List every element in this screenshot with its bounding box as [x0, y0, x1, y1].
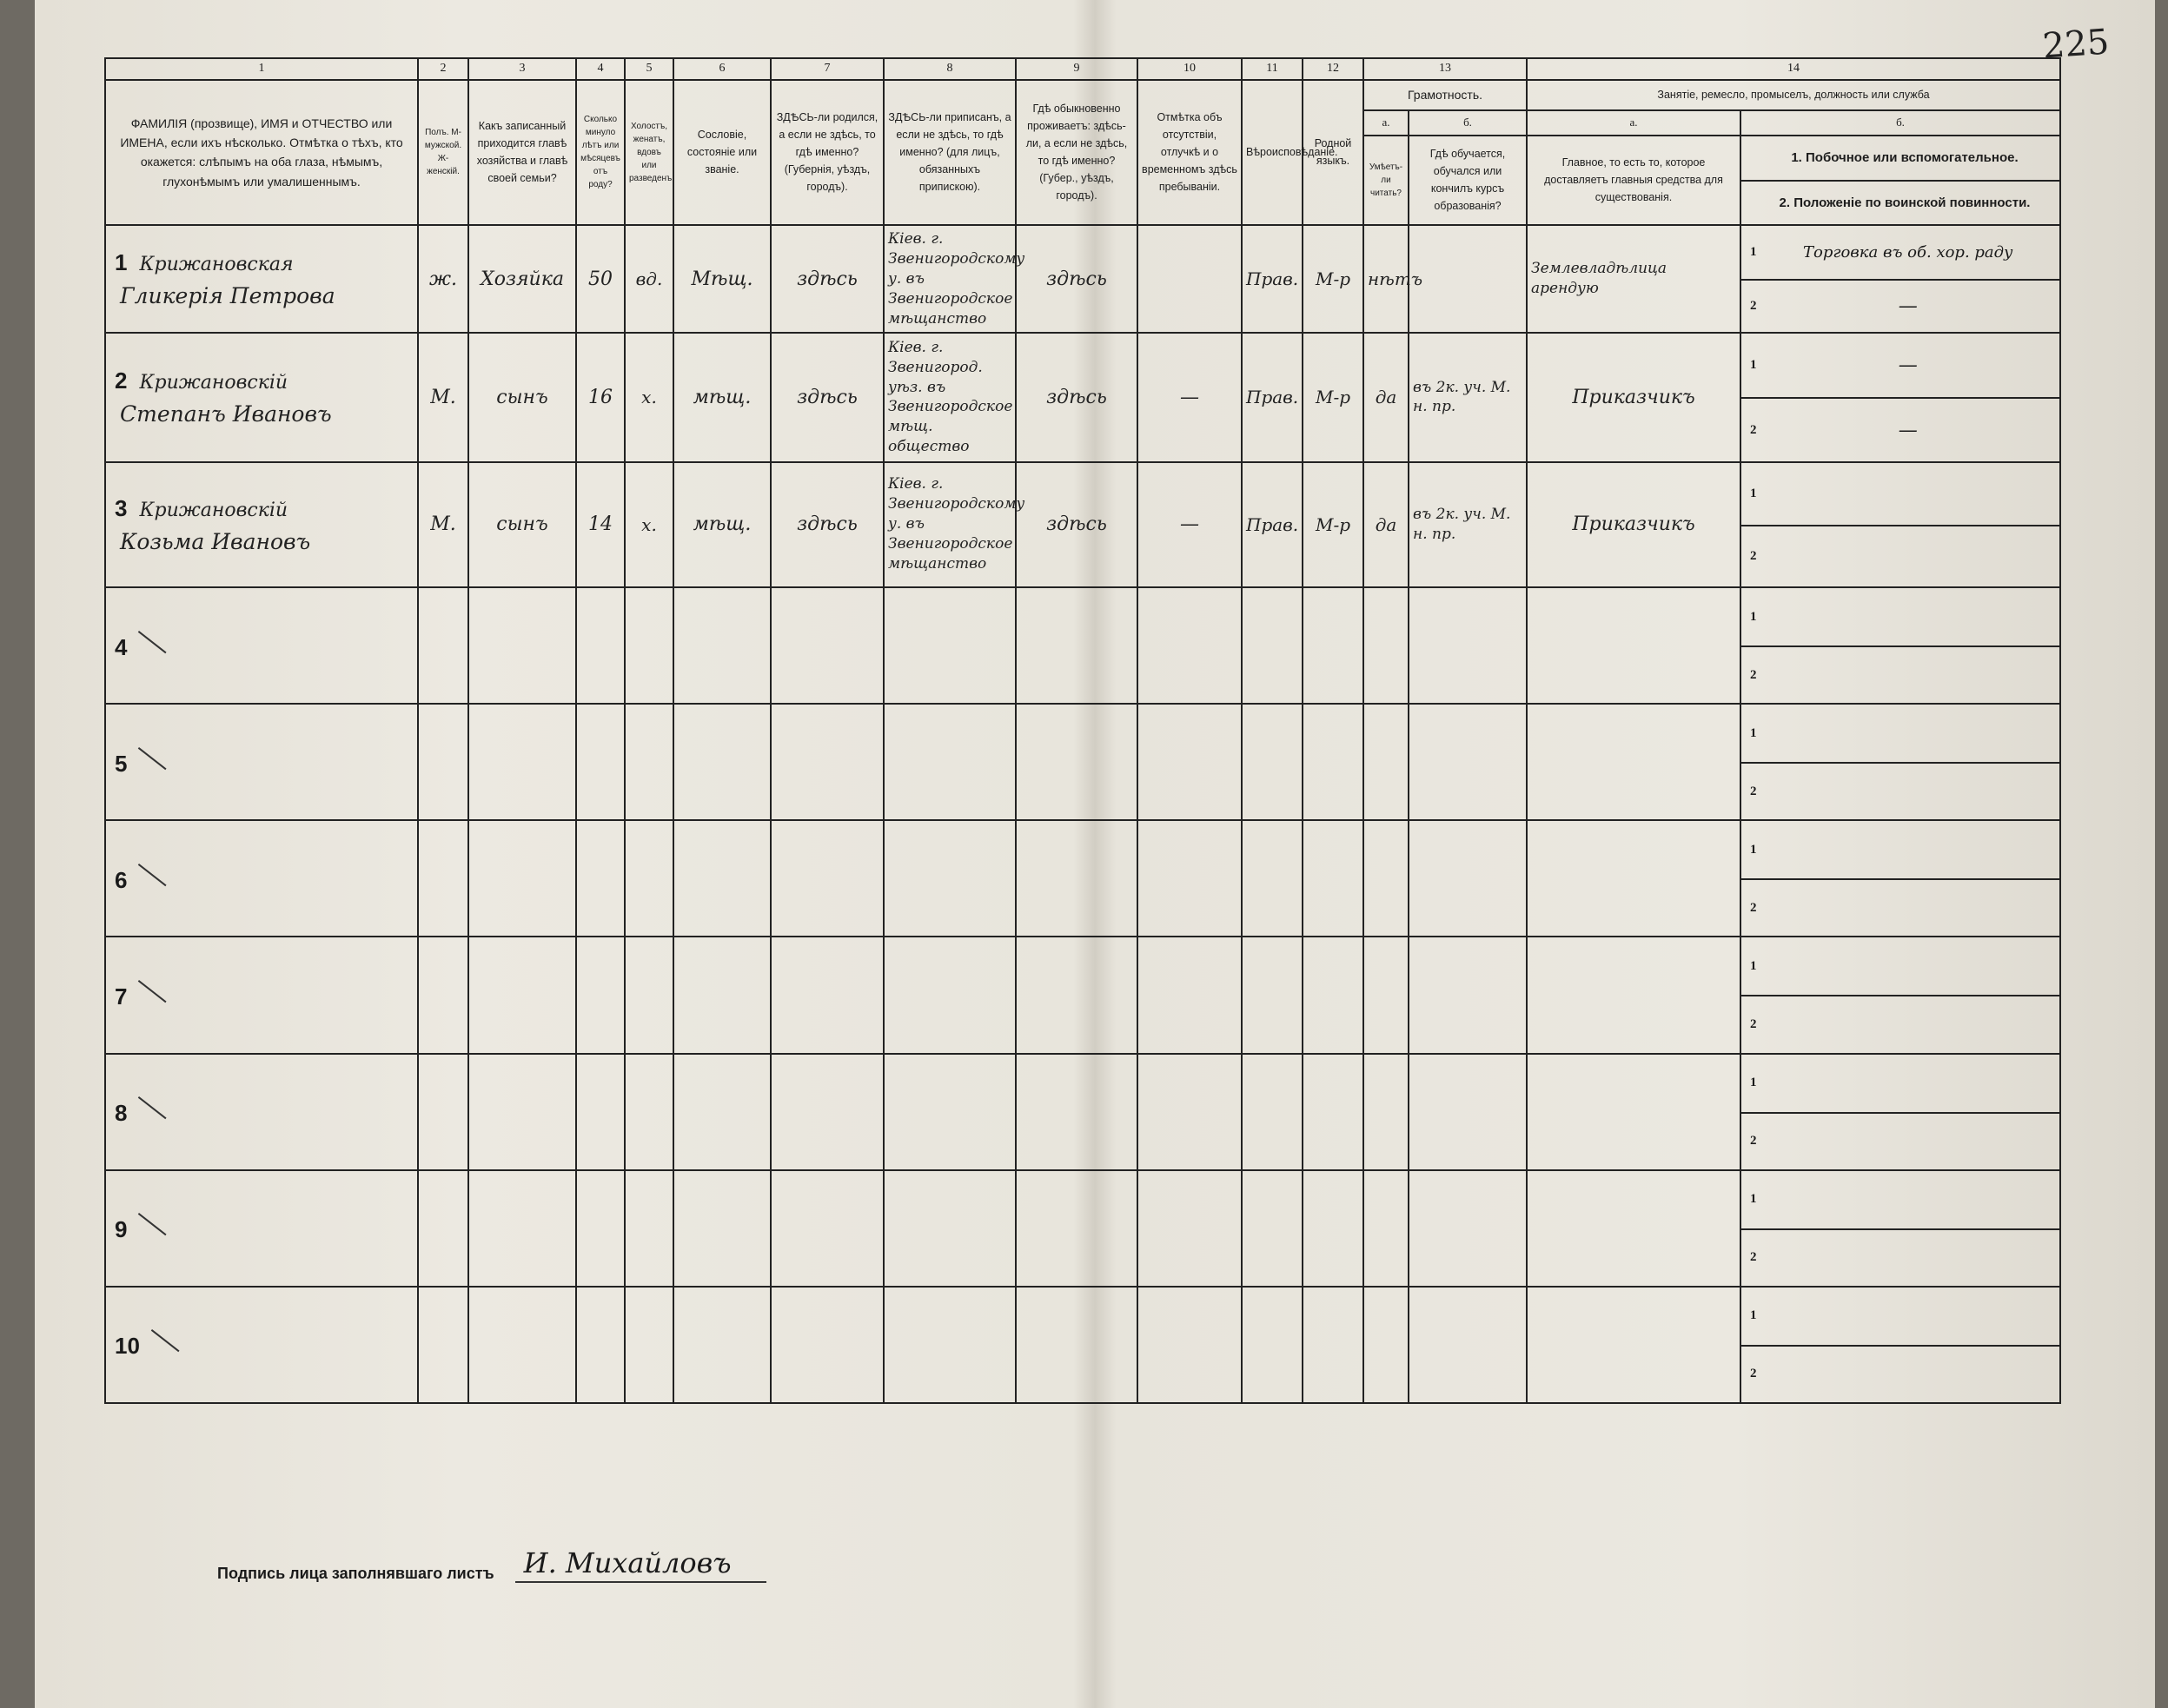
strike-mark — [139, 1096, 167, 1121]
occupation-b — [1740, 937, 2060, 1053]
given-name: Козьма Ивановъ — [120, 528, 311, 554]
col-number: 2 — [418, 58, 468, 80]
side-occupation-line — [1741, 334, 2059, 397]
occupation-b — [1740, 462, 2060, 587]
strike-mark — [152, 1329, 180, 1354]
sub-label: 1 — [1750, 842, 1757, 857]
table-row-empty — [105, 820, 2060, 937]
main-occupation: Землевладѣлица арендую — [1531, 260, 1667, 298]
census-table — [104, 57, 2061, 1404]
religion: Прав. — [1246, 268, 1299, 290]
age: 16 — [588, 386, 613, 408]
sub-label: 1 — [1750, 486, 1757, 500]
sub-label: 2 — [1741, 762, 2059, 819]
person-number: 8 — [115, 1100, 128, 1127]
language: М-р — [1315, 513, 1351, 535]
header-resides: Гдѣ обыкновенно проживаетъ: здѣсь-ли, а если не здѣсь, то гдѣ именно? (Губер., уѣздъ, городъ). — [1016, 80, 1137, 225]
header-relation: Какъ записанный приходится главѣ хозяйства и главѣ своей семьи? — [468, 80, 576, 225]
military-status: — — [1898, 295, 1918, 318]
header-side-occupation: 1. Побочное или вспомогательное. — [1791, 149, 2019, 165]
occupation-b — [1740, 820, 2060, 937]
signature-value: И. Михайловъ — [515, 1546, 766, 1583]
estate: мѣщ. — [693, 513, 752, 536]
col-number: 8 — [884, 58, 1016, 80]
person-number: 4 — [115, 633, 128, 660]
estate: Мѣщ. — [691, 268, 753, 290]
header-main-occupation: Главное, то есть то, которое доставляетъ главныя средства для существованія. — [1527, 136, 1740, 225]
header-language: Родной языкъ. — [1303, 80, 1363, 225]
sex: М. — [430, 386, 456, 408]
birthplace: здѣсь — [797, 386, 858, 408]
relation: сынъ — [496, 513, 548, 536]
main-occupation: Приказчикъ — [1572, 513, 1695, 536]
sub-label: 1 — [1750, 1308, 1757, 1323]
person-number: 3 — [115, 494, 128, 521]
education: въ 2к. уч. М. н. пр. — [1413, 505, 1511, 543]
absence: — — [1180, 386, 1199, 408]
person-number: 6 — [115, 866, 128, 893]
sex: ж. — [428, 268, 457, 290]
table-row — [105, 462, 2060, 587]
strike-mark — [139, 864, 167, 888]
residence: здѣсь — [1046, 386, 1107, 408]
table-row-empty — [105, 587, 2060, 704]
marital-status: х. — [641, 387, 657, 408]
header-occupation-b — [1740, 136, 2060, 225]
side-occupation: — — [1898, 354, 1918, 377]
registration: Кіев. г. Звенигород. уѣз. въ Звенигородское мѣщ. общество — [888, 338, 1013, 456]
can-read: да — [1375, 387, 1397, 408]
sub-label: 2 — [1750, 422, 1757, 437]
sub-label: 1 — [1750, 358, 1757, 373]
table-row-empty — [105, 1054, 2060, 1170]
occupation-b — [1740, 587, 2060, 704]
registration: Кіев. г. Звенигородскому у. въ Звенигородское мѣщанство — [888, 229, 1025, 328]
header-absence: Отмѣтка объ отсутствіи, отлучкѣ и о временномъ здѣсь пребываніи. — [1137, 80, 1242, 225]
col-number: 11 — [1242, 58, 1303, 80]
occupation-b — [1740, 1170, 2060, 1287]
strike-mark — [139, 631, 167, 655]
sub-label: 2 — [1741, 995, 2059, 1052]
side-occupation: Торговка въ об. хор. раду — [1803, 243, 2013, 261]
sub-label: 2 — [1741, 1112, 2059, 1169]
sub-label: 2 — [1741, 1228, 2059, 1286]
surname: Крижановская — [139, 254, 294, 276]
col-number: 3 — [468, 58, 576, 80]
name-cell — [105, 333, 418, 461]
sub-label: 2 — [1750, 548, 1757, 563]
col-number: 14 — [1527, 58, 2060, 80]
occupation-b — [1740, 1054, 2060, 1170]
given-name: Степанъ Ивановъ — [120, 401, 332, 427]
table-row-empty — [105, 937, 2060, 1053]
sex: М. — [430, 513, 456, 536]
birthplace: здѣсь — [797, 513, 858, 536]
header-occupation-b-letter: б. — [1740, 110, 2060, 136]
table-row — [105, 225, 2060, 334]
marital-status: х. — [641, 513, 657, 535]
sub-label: 1 — [1750, 958, 1757, 973]
person-number: 2 — [115, 367, 128, 394]
name-cell — [105, 225, 418, 334]
person-number: 1 — [115, 249, 128, 276]
estate: мѣщ. — [693, 386, 752, 408]
surname: Крижановскій — [139, 499, 288, 521]
main-occupation: Приказчикъ — [1572, 386, 1695, 408]
given-name: Гликерія Петрова — [120, 283, 335, 309]
strike-mark — [139, 747, 167, 771]
col-number: 13 — [1363, 58, 1527, 80]
col-number: 9 — [1016, 58, 1137, 80]
can-read: да — [1375, 513, 1397, 535]
sub-label: 2 — [1741, 878, 2059, 936]
signature-label: Подпись лица заполнявшаго листъ — [217, 1565, 494, 1582]
col-number: 10 — [1137, 58, 1242, 80]
person-number: 9 — [115, 1216, 128, 1243]
military-line — [1741, 525, 2059, 586]
registration: Кіев. г. Звенигородскому у. въ Звенигородское мѣщанство — [888, 475, 1025, 573]
header-literacy-a-letter: а. — [1363, 110, 1409, 136]
military-line — [1741, 397, 2059, 460]
census-sheet — [35, 0, 2155, 1708]
header-religion: Вѣроисповѣданіе. — [1242, 80, 1303, 225]
surname: Крижановскій — [139, 372, 288, 394]
header-registered: ЗДѢСЬ-ли приписанъ, а если не здѣсь, то гдѣ именно? (для лицъ, обязанныхъ припискою). — [884, 80, 1016, 225]
religion: Прав. — [1246, 387, 1299, 408]
age: 14 — [588, 513, 613, 536]
table-row — [105, 333, 2060, 461]
person-number: 5 — [115, 750, 128, 777]
col-number: 12 — [1303, 58, 1363, 80]
age: 50 — [588, 268, 613, 290]
military-line — [1741, 279, 2059, 332]
header-born: ЗДѢСЬ-ли родился, а если не здѣсь, то гдѣ именно? (Губернія, уѣздъ, городъ). — [771, 80, 884, 225]
header-occupation: Занятіе, ремесло, промыселъ, должность или служба — [1527, 80, 2060, 110]
absence: — — [1180, 513, 1199, 536]
header-literacy-b-letter: б. — [1409, 110, 1527, 136]
occupation-b — [1740, 704, 2060, 820]
person-number: 7 — [115, 983, 128, 1010]
header-name: ФАМИЛІЯ (прозвище), ИМЯ и ОТЧЕСТВО или ИМЕНА, если ихъ нѣсколько. Отмѣтка о тѣхъ, кто окажется: слѣпымъ на оба глаза, нѣмымъ, глухонѣмымъ или умалишеннымъ. — [105, 80, 418, 225]
column-number-row — [105, 58, 2060, 80]
sub-label: 1 — [1750, 725, 1757, 740]
strike-mark — [139, 980, 167, 1004]
birthplace: здѣсь — [797, 268, 858, 290]
page-number: 225 — [2041, 22, 2111, 67]
col-number: 7 — [771, 58, 884, 80]
header-row-1 — [105, 80, 2060, 110]
signature-block — [217, 1546, 766, 1583]
relation: сынъ — [496, 386, 548, 408]
col-number: 5 — [625, 58, 673, 80]
col-number: 6 — [673, 58, 771, 80]
header-military: 2. Положеніе по воинской повинности. — [1741, 180, 2059, 224]
side-occupation-line — [1741, 226, 2059, 279]
residence: здѣсь — [1046, 513, 1107, 536]
military-status: — — [1898, 419, 1918, 441]
table-row-empty — [105, 1287, 2060, 1403]
header-sex: Полъ. М-мужской. Ж-женскій. — [418, 80, 468, 225]
header-can-read: Умѣетъ-ли читать? — [1363, 136, 1409, 225]
marital-status: вд. — [635, 268, 663, 290]
occupation-b — [1740, 225, 2060, 334]
education: въ 2к. уч. М. н. пр. — [1413, 378, 1511, 416]
strike-mark — [139, 1213, 167, 1237]
name-cell — [105, 462, 418, 587]
person-number: 10 — [115, 1333, 140, 1360]
header-estate: Сословіе, состояніе или званіе. — [673, 80, 771, 225]
header-marital: Холостъ, женатъ, вдовъ или разведенъ. — [625, 80, 673, 225]
sub-label: 2 — [1741, 1345, 2059, 1402]
relation: Хозяйка — [481, 268, 564, 290]
header-education: Гдѣ обучается, обучался или кончилъ курсъ образованія? — [1409, 136, 1527, 225]
occupation-b — [1740, 1287, 2060, 1403]
sub-label: 1 — [1750, 609, 1757, 624]
can-read: нѣтъ — [1368, 268, 1423, 290]
header-literacy: Грамотность. — [1363, 80, 1527, 110]
sub-label: 2 — [1750, 299, 1757, 314]
table-row-empty — [105, 1170, 2060, 1287]
header-age: Сколько минуло лѣтъ или мѣсяцевъ отъ роду? — [576, 80, 625, 225]
sub-label: 2 — [1741, 645, 2059, 703]
language: М-р — [1315, 387, 1351, 408]
occupation-b — [1740, 333, 2060, 461]
language: М-р — [1315, 268, 1351, 290]
sub-label: 1 — [1750, 245, 1757, 259]
religion: Прав. — [1246, 513, 1299, 535]
sub-label: 1 — [1750, 1192, 1757, 1207]
col-number: 4 — [576, 58, 625, 80]
table-row-empty — [105, 704, 2060, 820]
sub-label: 1 — [1750, 1076, 1757, 1090]
header-occupation-a-letter: а. — [1527, 110, 1740, 136]
col-number: 1 — [105, 58, 418, 80]
side-occupation-line — [1741, 463, 2059, 525]
residence: здѣсь — [1046, 268, 1107, 290]
